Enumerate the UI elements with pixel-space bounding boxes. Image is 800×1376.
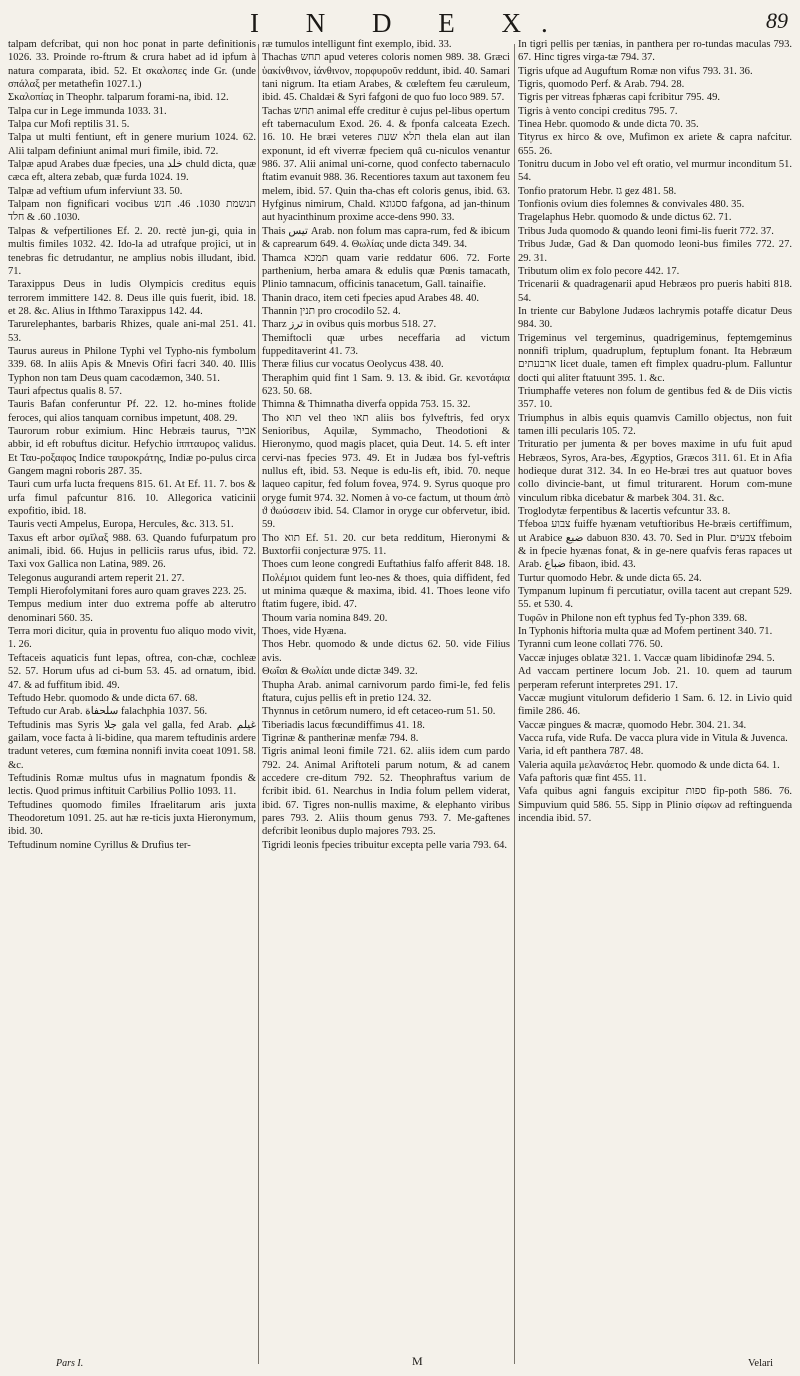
index-entry: ræ tumulos intelligunt fint exemplo, ibid. 33.: [262, 39, 452, 50]
index-entry: Teftudines quomodo fimiles Ifraelitarum aris juxta Theodoretum 1091. 25. aut hæ re-ticis juxta Hieronymum, ibid. 30.: [8, 799, 256, 838]
index-entry: Vacca rufa, vide Rufa. De vacca plura vide in Vitula & Juvenca.: [518, 732, 788, 744]
index-entry: Triumphus in albis equis quamvis Camillo objectus, non fuit tamen illi pecularis 105. 72.: [518, 412, 792, 437]
column-rule-left: [258, 44, 259, 1364]
index-entry: Talpa cur in Lege immunda 1033. 31.: [8, 105, 167, 117]
index-entry: Vafa paftoris quæ fint 455. 11.: [518, 772, 647, 784]
index-entry: Trigeminus vel tergeminus, quadrigeminus, feptemgeminus nonnifi triplum, quadruplum, feptuplum fonant. Ita Hebræum ארבעתים licet duale, tamen eft fimplex quadru-plum. Falluntur docti qui aliter ftatuunt 395. 1. &c.: [518, 332, 792, 384]
index-entry: Thachas תחש apud veteres coloris nomen 989. 38. Græci ὑακίνθινον, ἰάνθινον, πορφυροῦν reddunt, ibid. 40. Samari tani nigrum. Ita etiam Arabes, & cœleftem feu cæruleum, ibid. 45. Chaldæi & Syri fafgoni de quo fuo loco 989. 57.: [262, 52, 510, 104]
index-entry: Tonitru ducum in Jobo vel eft oratio, vel murmur inconditum 51. 54.: [518, 159, 792, 184]
index-entry: Tigrinæ & pantherinæ menfæ 794. 8.: [262, 732, 419, 744]
index-entry: Taxus eft arbor σμῖλαξ 988. 63. Quando fufurpatum pro animali, ibid. 66. Hujus in pelliciis rarus ufus, ibid. 72. Taxi vox Gallica non Latina, 989. 26.: [8, 532, 256, 571]
index-entry: Tigridi leonis fpecies tribuitur excepta pelle varia 793. 64.: [262, 839, 508, 851]
index-entry: Taurorum robur eximium. Hinc Hebræis taurus, אביר abbir, id eft robuftus dicitur. Hefychio ἱππταυρος validus. Et Ταυ-ροξαφος Indice ταυροκράτης, Indiæ po-pulus circa Gangem magni roboris 287. 35.: [8, 425, 256, 477]
index-entry: Tigris animal leoni fimile 721. 62. aliis idem cum pardo 792. 24. Animal Ariftoteli parum notum, & ad canem accedere cre-ditum 792. 52. Theophraftus varium de fcribit ibid. 61. Nearchus in India folum pellem viderat, ibid. 67. Tigres non-nullis maxime, & elephanto viribus pares 793. 2. Aliis thoum genus 793. 7. Me-gaftenes defcribit leonibus duplo majores 793. 25.: [262, 746, 510, 838]
signature-mark: Pars I.: [56, 1358, 84, 1369]
index-entry: Talpam non fignificari vocibus תנשמת 1030. 46. חנש 1030. 60. & חלד.: [8, 199, 256, 224]
index-title: I N D E X.: [250, 8, 568, 38]
index-entry: Telegonus augurandi artem reperit 21. 27.: [8, 572, 185, 584]
index-entry: Trituratio per jumenta & per boves maxime in ufu fuit apud Hebræos, Syros, Ara-bes, Ægyptios, Græcos 311. 61. Et in Afia hodieque durat 312. 34. In eo He-bræi tres aut quatuor boves collo divincie-bant, ut fimul triturarent. Horum com-mune vinculum ribka dicebatur & marbek 304. 31. &c.: [518, 439, 792, 504]
index-entry: Turtur quomodo Hebr. & unde dicta 65. 24.: [518, 572, 702, 584]
index-entry: Thoum varia nomina 849. 20.: [262, 612, 388, 624]
index-entry: Tricenarii & quadragenarii apud Hebræos pro pueris habiti 818. 54.: [518, 279, 792, 304]
index-entry: Vafa quibus agni fanguis excipitur ספות fip-poth 586. 76. Simpuvium quid 586. 55. Sipp in Plinio σίφων ad reftinguenda incendia ibid. 57.: [518, 786, 792, 824]
index-entry: Triumphaffe veteres non folum de gentibus fed & de Diis victis 357. 10.: [518, 385, 792, 411]
index-column-1: [8, 38, 256, 1366]
index-entry: Tonfionis ovium dies folemnes & convivales 480. 35.: [518, 199, 745, 211]
index-entry: Tympanum lupinum fi percutiatur, ovilla tacent aut crepant 529. 55. et 530. 4.: [518, 586, 792, 611]
index-entry: Tiberiadis lacus fœcundiffimus 41. 18.: [262, 719, 425, 731]
index-entry: Themiftocli quæ urbes neceffaria ad victum fuppeditaverint 41. 73.: [262, 332, 510, 357]
index-entry: Σκαλοπίας in Theophr. talparum forami-na, ibid. 12.: [8, 92, 229, 104]
index-entry: Tharz ترز in ovibus quis morbus 518. 27.: [262, 319, 437, 331]
index-entry: Talpa ut multi fentiunt, eft in genere murium 1024. 62. Alii talpam definiunt animal muri fimile, ibid. 72.: [8, 132, 256, 157]
index-entry: Tigris à vento concipi creditus 795. 7.: [518, 105, 678, 117]
index-entry: Thais تيس Arab. non folum mas capra-rum, fed & ibicum & caprearum 649. 4. Θωλίας unde dicta 349. 34.: [262, 225, 510, 251]
index-entry: Teftudinis mas Syris جلا gala vel galla, fed Arab. غيلم gailam, voce facta à li-bidine, qua marem teftudinis ardere tradunt veteres, cum fœmina nonnifi invita coeat 1091. 58. &c.: [8, 719, 256, 771]
index-entry: talpam defcribat, qui non hoc ponat in parte definitionis 1026. 33. Proinde ro-ftrum & crura habet ad id ipfum à natura comparata, ibid. 52. Et σκαλοπες inde Gr. (unde σπάλαξ per metathefin 1027.1.): [8, 39, 256, 91]
index-entry: Talpæ apud Arabes duæ fpecies, una خلد chuld dicta, quæ cæca eft, altera zebab, quæ furda 1024. 19.: [8, 159, 256, 184]
index-entry: Thupha Arab. animal carnivorum pardo fimi-le, fed felis ftatura, cujus pellis eft in pretio 124. 32.: [262, 679, 510, 704]
index-entry: Tityrus ex hirco & ove, Mufimon ex ariete & capra nafcitur. 655. 26.: [518, 132, 792, 157]
index-entry: Tonfio pratorum Hebr. גז gez 481. 58.: [518, 185, 677, 197]
index-entry: Tauri cum urfa lucta frequens 815. 61. At Ef. 11. 7. bos & urfa fimul pafcuntur 816. 10. Allegorica vaticinii expofitio, ibid. 18.: [8, 479, 256, 518]
index-entry: Teftudo cur Arab. سلحفاة falachphia 1037. 56.: [8, 706, 208, 718]
index-entry: Thoes, vide Hyæna.: [262, 626, 347, 638]
index-entry: Tributum olim ex folo pecore 442. 17.: [518, 265, 680, 277]
index-entry: Thimna & Thimnatha diverfa oppida 753. 15. 32.: [262, 399, 471, 411]
catchword: Velari: [748, 1358, 774, 1369]
index-entry: In triente cur Babylone Judæos lachrymis potaffe dicatur Deus 984. 30.: [518, 305, 792, 331]
index-entry: Talpas & vefpertiliones Ef. 2. 20. rectè jun-gi, quia in multis fimiles 1032. 42. Ido-la ad utrafque projici, ut in tenebras fic detrudantur, ne amplius nobis illudant, ibid. 71.: [8, 225, 256, 277]
index-entry: Teftudinum nomine Cyrillus & Drufius ter-: [8, 839, 191, 851]
index-entry: Thannin תנין pro crocodilo 52. 4.: [262, 305, 401, 317]
index-entry: Taurus aureus in Philone Typhi vel Typho-nis fymbolum 339. 68. In aliis Apis & Mnevis Ofiri facri 340. 40. Illis Typhon non tam Deus quam cacodæmon, 340. 51.: [8, 345, 256, 384]
index-entry: Tho תוא vel theo תאו aliis bos fylveftris, fed oryx Senioribus, Aquilæ, Symmacho, Theodotioni & Hieronymo, quod magis placet, quia Deut. 14. 5. eft inter cervi-nas fpecies 973. 49. Et in Judæa bos fyl-veftris nullus eft, ibid. 53. Neque is edu-lis eft, ibid. 70. neque laqueo capitur, fed folum fovea, 974. 9. Syrus quoque pro oryge fumit 974. 32. Nomen à vo-ce factum, ut thoum ἀπὸ ϑ ϑωύσσειν ibid. 54. Clamor in oryge cur obfervetur, ibid. 59.: [262, 412, 510, 531]
running-header: [0, 6, 800, 36]
index-column-2: [262, 38, 510, 1366]
index-entry: In tigri pellis per tænias, in panthera per ro-tundas maculas 793. 67. Hinc tigres virga-tæ 794. 37.: [518, 39, 792, 64]
index-entry: Theraphim quid fint 1 Sam. 9. 13. & ibid. Gr. κενοτάφια 623. 50. 68.: [262, 372, 510, 397]
index-entry: Thamca תמכא quam varie reddatur 606. 72. Forte parthenium, herba amara & edulis quæ Pœnis tamacath, Plinio tamnacum, officinis tanacetum, Gall. tainaifie.: [262, 252, 510, 291]
index-entry: Valeria aquila μελανάετος Hebr. quomodo & unde dicta 64. 1.: [518, 759, 780, 771]
index-entry: Thoes cum leone congredi Euftathius falfo afferit 848. 18. Πολέμιοι quidem funt leo-nes & thoes, quia diffident, fed ut minima quæque & maxima, ibid. 41. Thoes leone vifo ftatim fugere, ibid. 47.: [262, 559, 510, 611]
index-entry: Tyranni cum leone collati 776. 50.: [518, 639, 663, 651]
index-entry: Thanin draco, item ceti fpecies apud Arabes 48. 40.: [262, 292, 480, 304]
index-entry: Tragelaphus Hebr. quomodo & unde dictus 62. 71.: [518, 212, 732, 224]
gathering-mark: M: [412, 1354, 423, 1368]
index-entry: Tribus Judæ, Gad & Dan quomodo leoni-bus fimiles 772. 27. 29. 31.: [518, 239, 792, 264]
index-entry: Τυφῶν in Philone non eft typhus fed Ty-phon 339. 68.: [518, 612, 748, 624]
index-entry: Tinea Hebr. quomodo & unde dicta 70. 35.: [518, 119, 699, 131]
index-entry: Talpa cur Mofi reptilis 31. 5.: [8, 119, 130, 131]
index-entry: Tigris per vitreas fphæras capi fcribitur 795. 49.: [518, 92, 721, 104]
page-number: 89: [766, 8, 788, 33]
index-entry: Tachas תחש animal effe creditur è cujus pel-libus opertum eft tabernaculum Exod. 26. 4. & fponfa calceata Ezech. 16. 10. He bræi veteres תלא שעת thela elan aut ilan exponunt, id eft viverræ fpeciem quâ cu-niculos venantur 986. 37. Alii animal uni-corne, quod confecto tabernaculo ftatim evanuit 988. 36. Recentiores taxum aut taxonem feu melem, ibid. 57. Quin tha-chas eft coloris genus, ibid. 63. Hyfginus nimirum, Chald. ססגונא fafgona, ad jan-thinum aut hyacinthinum proxime acce-dens 990. 33.: [262, 105, 510, 224]
index-entry: Theræ filius cur vocatus Oeolycus 438. 40.: [262, 359, 444, 371]
index-entry: Terra mori dicitur, quia in proventu fuo aliquo modo vivit, 1. 26.: [8, 626, 256, 651]
index-entry: Thynnus in cetôrum numero, id eft cetaceo-rum 51. 50.: [262, 706, 496, 718]
index-entry: Tarurelephantes, barbaris Rhizes, quale ani-mal 251. 41. 53.: [8, 319, 256, 344]
index-entry: Teftudo Hebr. quomodo & unde dicta 67. 68.: [8, 692, 198, 704]
index-entry: Varia, id eft panthera 787. 48.: [518, 746, 644, 758]
index-entry: Thos Hebr. quomodo & unde dictus 62. 50. vide Filius avis.: [262, 639, 510, 664]
index-entry: In Typhonis hiftoria multa quæ ad Mofem pertinent 340. 71.: [518, 626, 773, 638]
index-entry: Θωΐαι & Θωλίαι unde dictæ 349. 32.: [262, 666, 418, 678]
index-entry: Tho תוא Ef. 51. 20. cur beta redditum, Hieronymi & Buxtorfii conjecturæ 975. 11.: [262, 532, 510, 558]
index-entry: Tauris vecti Ampelus, Europa, Hercules, &c. 313. 51.: [8, 519, 234, 531]
index-entry: Teftaceis aquaticis funt lepas, oftrea, con-chæ, cochleæ 52. 57. Horum ufus ad ci-bum 53. 45. ad ornatum, ibid. 47. & ad fuffitum ibid. 49.: [8, 652, 256, 691]
index-entry: Tigris, quomodo Perf. & Arab. 794. 28.: [518, 79, 685, 91]
index-entry: Talpæ ad veftium ufum inferviunt 33. 50.: [8, 185, 183, 197]
index-entry: Tigris ufque ad Auguftum Romæ non vifus 793. 31. 36.: [518, 65, 753, 77]
index-entry: Vaccæ mugiunt vitulorum defiderio 1 Sam. 6. 12. in Livio quid fimile 286. 46.: [518, 692, 792, 718]
index-column-3: [518, 38, 792, 1366]
index-entry: Tauri afpectus qualis 8. 57.: [8, 385, 123, 397]
index-entry: Taraxippus Deus in ludis Olympicis creditus equis terrorem immittere 142. 8. Deus ille quis fuerit, ibid. 18. et 28. &c. Alius in Ifthmo Taraxippus 142. 44.: [8, 279, 256, 317]
column-rule-right: [514, 44, 515, 1364]
index-entry: Templi Hierofolymitani fores auro quam graves 223. 25.: [8, 586, 247, 598]
index-entry: Troglodytæ ferpentibus & lacertis vefcuntur 33. 8.: [518, 506, 731, 518]
index-entry: Tribus Juda quomodo & quando leoni fimi-lis fuerit 772. 37.: [518, 225, 774, 237]
index-entry: Teftudinis Romæ multus ufus in magnatum fpondis & lectis. Quod primus inftituit Carbilius Pollio 1093. 11.: [8, 772, 256, 798]
index-entry: Ad vaccam pertinere locum Job. 21. 10. quem ad taurum perperam referunt interpretes 291. 17.: [518, 666, 792, 691]
index-entry: Tfeboa צבוע fuiffe hyænam vetuftioribus He-bræis certiffimum, ut Arabice ضبع dabuon 830. 43. 70. Sed in Plur. צבעים tfeboim & in fpecie hyænas fonat, & in ge-nere quafvis feras rapaces ut Arab. ضباع fibaon, ibid. 43.: [518, 519, 792, 571]
index-entry: Vaccæ pingues & macræ, quomodo Hebr. 304. 21. 34.: [518, 719, 747, 731]
index-entry: Tempus medium inter duo extrema poffe ab alterutro denominari 560. 35.: [8, 599, 256, 624]
index-entry: Tauris Bafan conferuntur Pf. 22. 12. ho-mines ftolide feroces, qui alios tanquam cornibus impetunt, 408. 29.: [8, 399, 256, 424]
index-entry: Vaccæ injuges oblatæ 321. 1. Vaccæ quam libidinofæ 294. 5.: [518, 652, 775, 664]
